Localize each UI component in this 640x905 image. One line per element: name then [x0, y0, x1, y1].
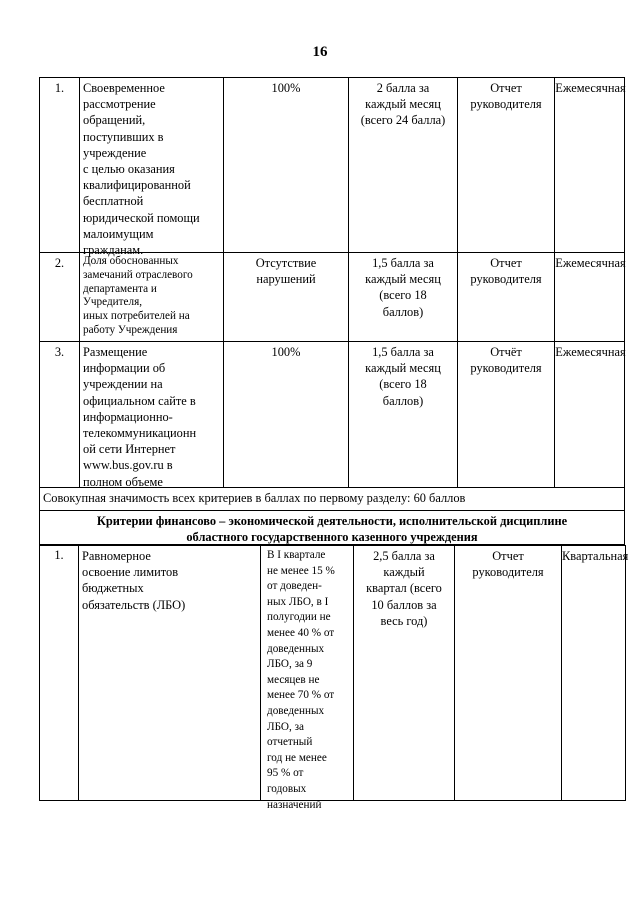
periodicity: Квартальная: [561, 546, 627, 800]
criterion-value: 100%: [223, 342, 348, 487]
page-number: 16: [312, 44, 328, 60]
criterion-score: 2 балла за каждый месяц (всего 24 балла): [348, 78, 457, 252]
row-number: 1.: [54, 81, 65, 95]
criterion-value: Отсутствие нарушений: [223, 253, 348, 341]
report-form: Отчет руководителя: [457, 78, 554, 252]
periodicity: Ежемесячная: [554, 342, 626, 487]
criterion-value: В I квартале не менее 15 % от доведен- ных ЛБО, в I полугодии не менее 40 % от доведенных ЛБО, за 9 месяцев не менее 70 % от доведенных ЛБО, за отчетный год не менее 95 % от годовых назначений: [260, 546, 353, 800]
summary-row: Совокупная значимость всех критериев в баллах по первому разделу: 60 баллов: [39, 488, 625, 511]
report-form: Отчет руководителя: [457, 253, 554, 341]
criterion-score: 1,5 балла за каждый месяц (всего 18 баллов): [348, 253, 457, 341]
criterion-text: Размещение информации об учреждении на официальном сайте в информационно- телекоммуникационн ой сети Интернет www.bus.gov.ru в полном объеме: [79, 342, 223, 487]
report-form: Отчёт руководителя: [457, 342, 554, 487]
section-header: Критерии финансово – экономической деятельности, исполнительской дисциплине областного государственного казенного учреждения: [39, 511, 625, 545]
finance-criteria-table: [39, 545, 629, 811]
criterion-score: 2,5 балла за каждый квартал (всего 10 баллов за весь год): [353, 546, 454, 800]
criterion-score: 1,5 балла за каждый месяц (всего 18 баллов): [348, 342, 457, 487]
criterion-text: Равномерное освоение лимитов бюджетных обязательств (ЛБО): [78, 546, 260, 800]
criterion-text: Своевременное рассмотрение обращений, поступивших в учреждение с целью оказания квалифицированной бесплатной юридической помощи малоимущим гражданам.: [79, 78, 223, 252]
row-number: 3.: [54, 345, 65, 359]
criterion-value: 100%: [223, 78, 348, 252]
table-row: [39, 545, 629, 811]
table-row: [39, 342, 625, 488]
row-number: 2.: [54, 256, 65, 270]
criteria-table: [39, 77, 625, 545]
criterion-text: Доля обоснованных замечаний отраслевого департамента и Учредителя, иных потребителей на работу Учреждения: [79, 253, 223, 341]
periodicity: Ежемесячная: [554, 253, 626, 341]
row-number: 1.: [54, 548, 64, 562]
report-form: Отчет руководителя: [454, 546, 561, 800]
table-row: [39, 77, 626, 258]
table-row: [39, 253, 625, 342]
periodicity: Ежемесячная: [554, 78, 626, 252]
